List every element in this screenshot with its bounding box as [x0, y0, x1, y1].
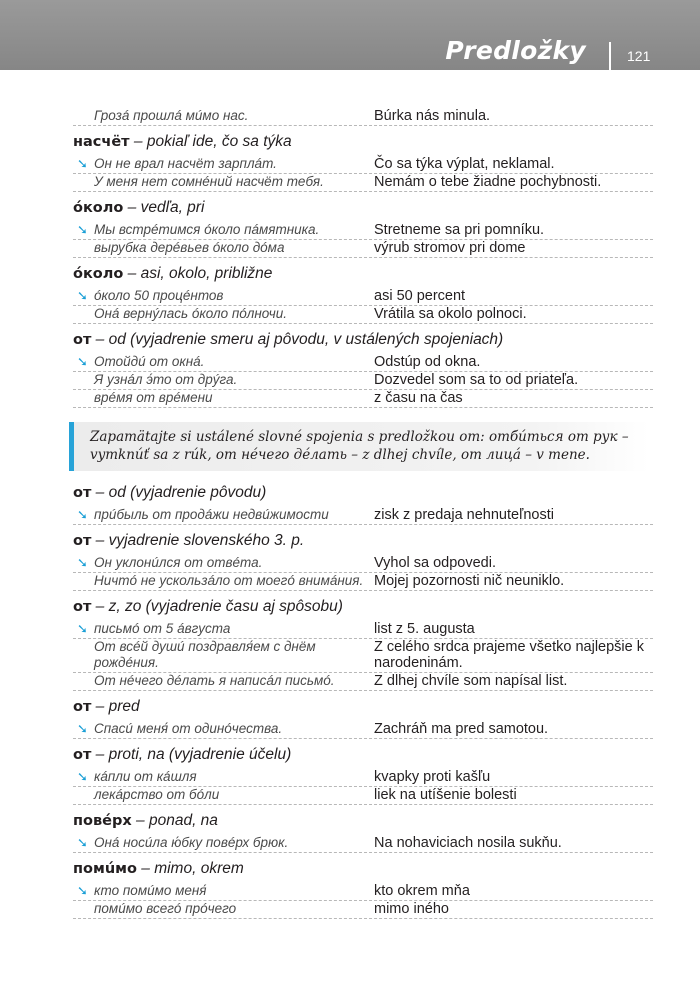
entry-section: [73, 805, 653, 853]
preposition-meaning: – pred: [91, 698, 140, 715]
entry-heading: [73, 477, 653, 507]
russian-example: помúмо всегó прóчего: [94, 901, 237, 916]
example-row: [73, 639, 653, 673]
russian-example: Спасú меня́ от одинóчества.: [94, 721, 283, 736]
preposition-keyword: от: [73, 332, 92, 348]
preposition-meaning: – pokiaľ ide, čo sa týka: [129, 133, 292, 150]
entry-heading: [73, 126, 653, 156]
header-divider: [609, 42, 611, 70]
russian-example: Он не врал насчёт зарплáт.: [94, 156, 277, 171]
preposition-keyword: от: [73, 699, 92, 715]
slovak-translation: Stretneme sa pri pomníku.: [374, 222, 545, 238]
slovak-translation: Čo sa týka výplat, neklamal.: [374, 156, 555, 172]
preposition-keyword: óколо: [73, 200, 124, 216]
example-row: [73, 787, 653, 805]
entry-section: [73, 126, 653, 192]
example-row: [73, 721, 653, 739]
entry-heading: [73, 192, 653, 222]
russian-example: кáпли от кáшля: [94, 769, 197, 784]
arrow-down-right-icon: ➘: [77, 289, 88, 304]
example-row: [73, 901, 653, 919]
slovak-translation: list z 5. augusta: [374, 621, 475, 637]
slovak-translation: mimo iného: [374, 901, 449, 917]
entry-heading: [73, 853, 653, 883]
example-row: [73, 883, 653, 901]
example-row: [73, 621, 653, 639]
preposition-meaning: – vedľa, pri: [123, 199, 205, 216]
arrow-down-right-icon: ➘: [77, 223, 88, 238]
slovak-translation: výrub stromov pri dome: [374, 240, 526, 256]
slovak-translation: asi 50 percent: [374, 288, 466, 304]
russian-example: Грозá прошлá мúмо нас.: [94, 108, 249, 123]
arrow-down-right-icon: ➘: [77, 836, 88, 851]
slovak-translation: liek na utíšenie bolesti: [374, 787, 517, 803]
arrow-down-right-icon: ➘: [77, 556, 88, 571]
entry-section: [73, 525, 653, 591]
slovak-translation: Odstúp od okna.: [374, 354, 481, 370]
slovak-translation: zisk z predaja nehnuteľnosti: [374, 507, 554, 523]
entry-heading: [73, 591, 653, 621]
preposition-keyword: от: [73, 485, 92, 501]
preposition-meaning: – ponad, na: [131, 812, 218, 829]
preposition-meaning: – vyjadrenie slovenského 3. p.: [91, 532, 305, 549]
example-row: [73, 288, 653, 306]
entry-section: [73, 853, 653, 919]
preposition-meaning: – od (vyjadrenie pôvodu): [91, 484, 267, 501]
slovak-translation: Na nohaviciach nosila sukňu.: [374, 835, 562, 851]
russian-example: Он уклонúлся от отвéта.: [94, 555, 263, 570]
example-row: [73, 835, 653, 853]
slovak-translation: Z dlhej chvíle som napísal list.: [374, 673, 568, 689]
entry-section: [73, 591, 653, 691]
entry-section: [73, 258, 653, 324]
preposition-keyword: насчёт: [73, 134, 130, 150]
entry-heading: [73, 258, 653, 288]
example-row: [73, 108, 653, 126]
slovak-translation: Nemám o tebe žiadne pochybnosti.: [374, 174, 602, 190]
example-row: [73, 555, 653, 573]
slovak-translation: Vyhol sa odpovedi.: [374, 555, 496, 571]
russian-example: врéмя от врéмени: [94, 390, 213, 405]
entry-section: [73, 192, 653, 258]
arrow-down-right-icon: ➘: [77, 770, 88, 785]
preposition-keyword: помúмо: [73, 861, 137, 877]
arrow-down-right-icon: ➘: [77, 355, 88, 370]
preposition-meaning: – proti, na (vyjadrenie účelu): [91, 746, 292, 763]
slovak-translation: Dozvedel som sa to od priateľa.: [374, 372, 579, 388]
russian-example: письмó от 5 áвгуста: [94, 621, 231, 636]
chapter-title: Predložky: [445, 36, 586, 65]
russian-example: У меня нет сомнéний насчёт тебя.: [94, 174, 324, 189]
russian-example: Отойдú от окнá.: [94, 354, 205, 369]
preposition-keyword: óколо: [73, 266, 124, 282]
preposition-meaning: – asi, okolo, približne: [123, 265, 273, 282]
russian-example: Я узнáл э́то от дрýга.: [94, 372, 238, 387]
preposition-keyword: повéрх: [73, 813, 132, 829]
preposition-meaning: – mimo, okrem: [136, 860, 244, 877]
russian-example: кто помúмо меня́: [94, 883, 207, 898]
russian-example: вырубка дерéвьев óколо дóма: [94, 240, 285, 255]
arrow-down-right-icon: ➘: [77, 884, 88, 899]
slovak-translation: z času na čas: [374, 390, 463, 406]
vocabulary-content: [73, 108, 653, 919]
example-row: [73, 174, 653, 192]
entry-section: [73, 108, 653, 126]
russian-example: Онá вернýлась óколо пóлночи.: [94, 306, 287, 321]
example-row: [73, 156, 653, 174]
example-row: [73, 390, 653, 408]
russian-example: От нéчего дéлать я написáл письмó.: [94, 673, 335, 688]
preposition-keyword: от: [73, 747, 92, 763]
preposition-meaning: – z, zo (vyjadrenie času aj spôsobu): [91, 598, 343, 615]
russian-example: Мы встрéтимся óколо пáмятника.: [94, 222, 320, 237]
arrow-down-right-icon: ➘: [77, 157, 88, 172]
entry-section: [73, 324, 653, 408]
slovak-translation: Mojej pozornosti nič neuniklo.: [374, 573, 565, 589]
example-row: [73, 354, 653, 372]
entry-section: [73, 691, 653, 739]
arrow-down-right-icon: ➘: [77, 622, 88, 637]
entry-heading: [73, 805, 653, 835]
slovak-translation: Z celého srdca prajeme všetko najlepšie k narodeninám.: [374, 639, 644, 671]
example-row: [73, 372, 653, 390]
arrow-down-right-icon: ➘: [77, 508, 88, 523]
example-row: [73, 222, 653, 240]
entry-heading: [73, 525, 653, 555]
slovak-translation: Zachráň ma pred samotou.: [374, 721, 549, 737]
russian-example: Онá носúла ю́бку повéрх брюк.: [94, 835, 289, 850]
russian-example: лекáрство от бóли: [94, 787, 220, 802]
russian-example: От всéй душú поздравля́ем с днём рождéния.: [94, 639, 316, 670]
example-row: [73, 306, 653, 324]
entry-heading: [73, 324, 653, 354]
entry-heading: [73, 739, 653, 769]
preposition-keyword: от: [73, 533, 92, 549]
slovak-translation: kvapky proti kašľu: [374, 769, 491, 785]
entry-heading: [73, 691, 653, 721]
note-box: Zapamätajte si ustálené slovné spojenia s predložkou от: отбúться от рук – vymknúť sa z rúk, от нéчего дéлать – z dlhej chvíle, от лицá – v mene.: [69, 422, 649, 471]
preposition-keyword: от: [73, 599, 92, 615]
example-row: [73, 507, 653, 525]
russian-example: прúбыль от продáжи недвúжимости: [94, 507, 329, 522]
arrow-down-right-icon: ➘: [77, 722, 88, 737]
example-row: [73, 573, 653, 591]
russian-example: Ничтó не ускользáло от моегó внимáния.: [94, 573, 364, 588]
russian-example: óколо 50 процéнтов: [94, 288, 224, 303]
example-row: [73, 673, 653, 691]
page-header: [0, 0, 700, 70]
page-number: 121: [627, 48, 651, 64]
entry-section: [73, 739, 653, 805]
example-row: [73, 769, 653, 787]
slovak-translation: Búrka nás minula.: [374, 108, 491, 124]
slovak-translation: kto okrem mňa: [374, 883, 470, 899]
preposition-meaning: – od (vyjadrenie smeru aj pôvodu, v ustálených spojeniach): [91, 331, 504, 348]
entry-section: [73, 477, 653, 525]
example-row: [73, 240, 653, 258]
slovak-translation: Vrátila sa okolo polnoci.: [374, 306, 527, 322]
